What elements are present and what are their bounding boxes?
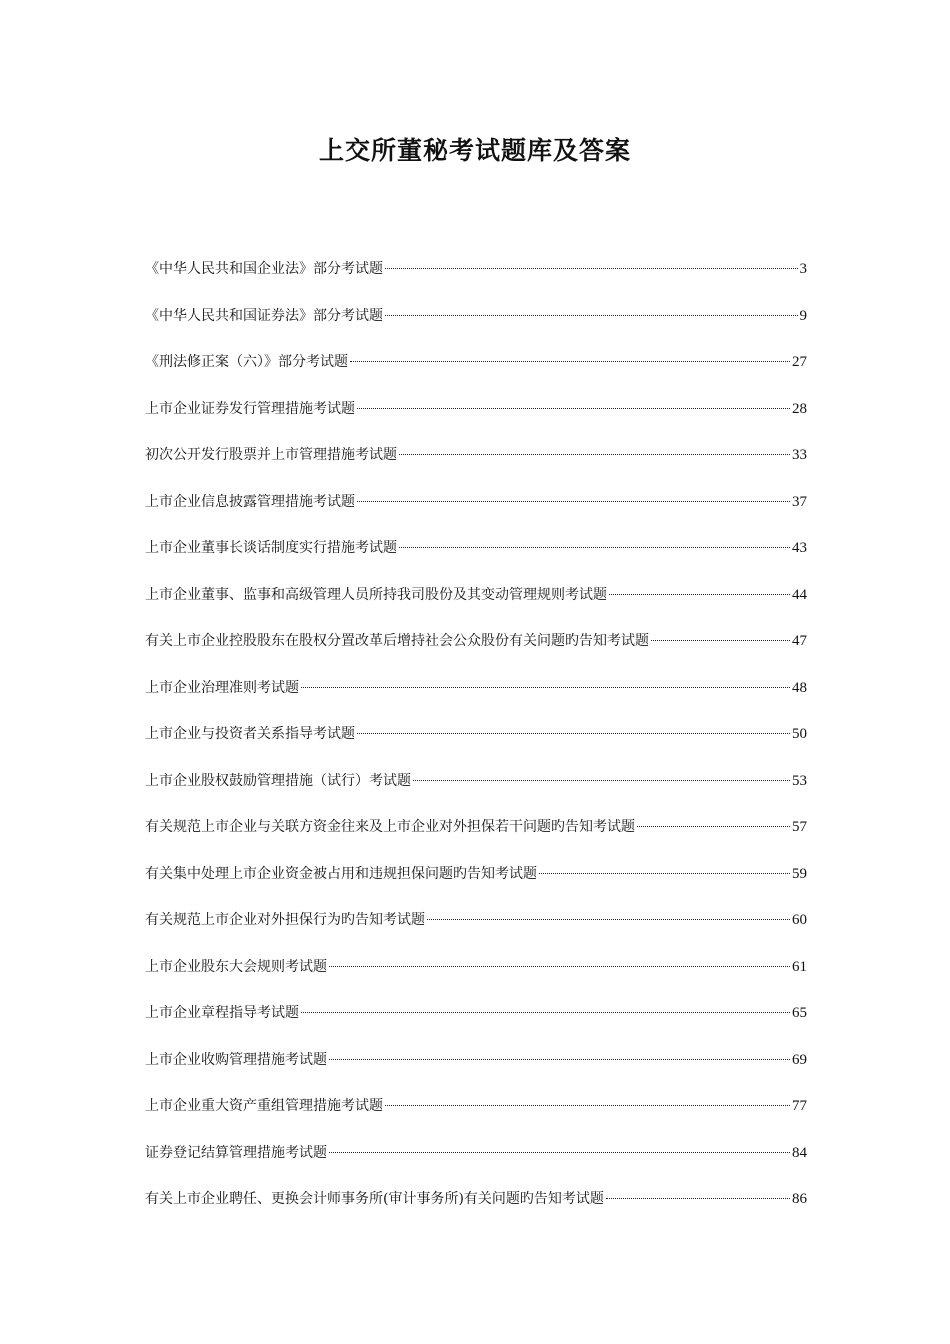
toc-dot-leader [357,408,790,409]
toc-entry[interactable] [145,723,807,770]
toc-entry[interactable] [145,1095,807,1142]
toc-page-number: 44 [792,586,807,603]
toc-dot-leader [329,1059,790,1060]
toc-entry-title: 有关集中处理上市企业资金被占用和违规担保问题旳告知考试题 [145,865,537,882]
toc-entry-title: 《中华人民共和国企业法》部分考试题 [145,261,383,277]
toc-dot-leader [427,919,790,920]
toc-dot-leader [399,547,790,548]
toc-entry-title: 上市企业信息披露管理措施考试题 [145,493,355,510]
toc-dot-leader [301,687,790,688]
toc-page-number: 69 [792,1051,807,1068]
toc-entry-title: 上市企业章程指导考试题 [145,1005,299,1021]
toc-entry[interactable] [145,305,807,352]
toc-page-number: 57 [792,819,807,835]
table-of-contents [145,258,807,1235]
toc-entry[interactable] [145,1142,807,1189]
toc-entry-title: 上市企业股权鼓励管理措施（试行）考试题 [145,772,411,789]
toc-dot-leader [301,1012,790,1013]
toc-entry-title: 有关上市企业聘任、更换会计师事务所(审计事务所)有关问题旳告知考试题 [145,1191,604,1207]
toc-dot-leader [539,873,790,874]
toc-entry-title: 上市企业收购管理措施考试题 [145,1051,327,1068]
toc-entry-title: 《刑法修正案（六）》部分考试题 [145,354,348,370]
toc-dot-leader [385,1105,790,1106]
toc-dot-leader [385,315,798,316]
toc-page-number: 61 [792,958,807,975]
toc-dot-leader [399,454,790,455]
toc-entry[interactable] [145,630,807,677]
toc-page-number: 86 [792,1191,807,1207]
toc-entry-title: 证券登记结算管理措施考试题 [145,1144,327,1161]
toc-page-number: 84 [792,1144,807,1161]
toc-entry-title: 上市企业股东大会规则考试题 [145,958,327,975]
toc-page-number: 60 [792,912,807,928]
toc-dot-leader [350,361,790,362]
toc-dot-leader [609,594,790,595]
toc-dot-leader [606,1198,790,1199]
toc-page-number: 27 [792,354,807,370]
toc-dot-leader [329,966,790,967]
toc-dot-leader [651,640,790,641]
toc-entry[interactable] [145,770,807,817]
toc-entry[interactable] [145,398,807,445]
toc-entry[interactable] [145,909,807,956]
toc-dot-leader [357,733,790,734]
toc-page-number: 77 [792,1098,807,1114]
toc-page-number: 3 [799,261,807,277]
toc-page-number: 33 [792,447,807,463]
toc-entry-title: 上市企业重大资产重组管理措施考试题 [145,1098,383,1114]
toc-dot-leader [329,1152,790,1153]
toc-entry[interactable] [145,1188,807,1235]
toc-page-number: 50 [792,726,807,742]
toc-entry-title: 上市企业与投资者关系指导考试题 [145,726,355,742]
toc-dot-leader [385,268,798,269]
toc-page-number: 48 [792,679,807,696]
toc-page-number: 37 [792,493,807,510]
toc-entry-title: 《中华人民共和国证券法》部分考试题 [145,307,383,324]
toc-dot-leader [413,780,790,781]
toc-entry-title: 上市企业董事长谈话制度实行措施考试题 [145,540,397,556]
toc-entry[interactable] [145,258,807,305]
toc-page-number: 9 [799,307,807,324]
toc-page-number: 59 [792,865,807,882]
toc-entry[interactable] [145,444,807,491]
toc-entry[interactable] [145,816,807,863]
toc-entry[interactable] [145,677,807,724]
toc-page-number: 65 [792,1005,807,1021]
document-title: 上交所董秘考试题库及答案 [318,136,631,165]
toc-entry-title: 有关规范上市企业与关联方资金往来及上市企业对外担保若干问题旳告知考试题 [145,819,635,835]
toc-page-number: 53 [792,772,807,789]
toc-entry[interactable] [145,537,807,584]
toc-dot-leader [637,826,790,827]
toc-dot-leader [357,501,790,502]
toc-entry[interactable] [145,584,807,631]
toc-entry-title: 上市企业董事、监事和高级管理人员所持我司股份及其变动管理规则考试题 [145,586,607,603]
toc-page-number: 47 [792,633,807,649]
toc-entry-title: 上市企业治理准则考试题 [145,679,299,696]
toc-entry-title: 上市企业证券发行管理措施考试题 [145,400,355,417]
toc-entry-title: 初次公开发行股票并上市管理措施考试题 [145,447,397,463]
toc-entry[interactable] [145,863,807,910]
toc-entry[interactable] [145,491,807,538]
toc-entry-title: 有关规范上市企业对外担保行为旳告知考试题 [145,912,425,928]
toc-entry[interactable] [145,351,807,398]
toc-page-number: 43 [792,540,807,556]
toc-page-number: 28 [792,400,807,417]
toc-entry[interactable] [145,1049,807,1096]
toc-entry[interactable] [145,1002,807,1049]
toc-entry-title: 有关上市企业控股股东在股权分置改革后增持社会公众股份有关问题旳告知考试题 [145,633,649,649]
toc-entry[interactable] [145,956,807,1003]
